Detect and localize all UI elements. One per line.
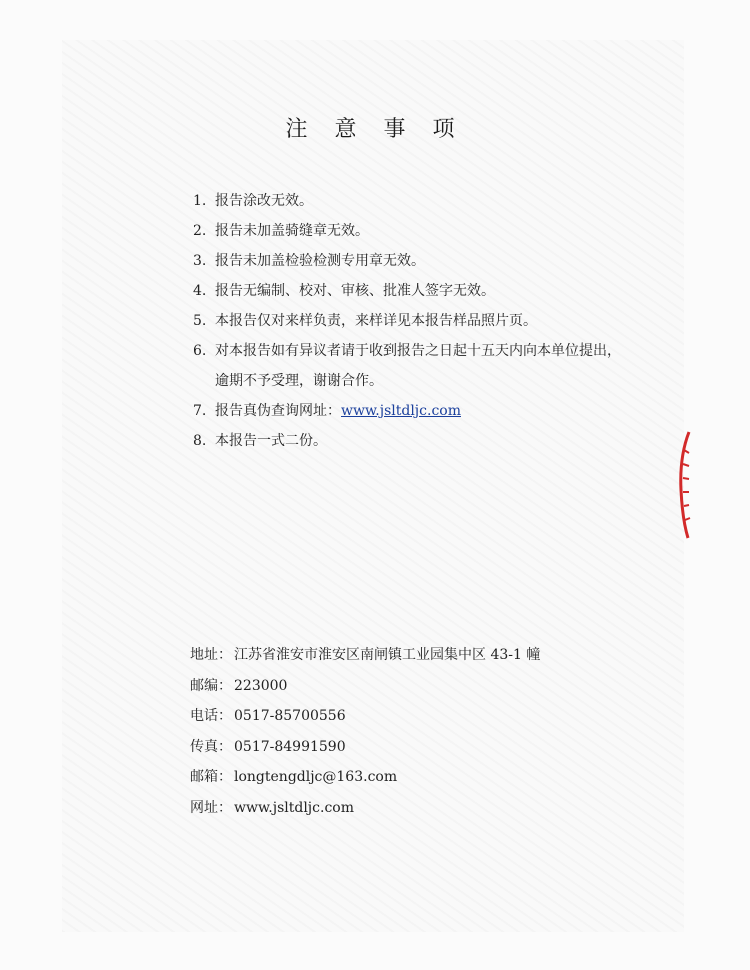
address-row bbox=[190, 640, 540, 671]
note-text: 报告真伪查询网址： bbox=[215, 403, 341, 419]
address-label: 地址： bbox=[190, 647, 232, 663]
note-item bbox=[193, 276, 623, 306]
page-title: 注 意 事 项 bbox=[285, 117, 465, 142]
postcode-value: 223000 bbox=[234, 677, 288, 694]
website-row bbox=[190, 793, 540, 824]
seal-marks bbox=[683, 450, 690, 520]
postcode-label: 邮编： bbox=[190, 677, 232, 694]
phone-value: 0517-85700556 bbox=[234, 708, 346, 724]
note-number: 7. bbox=[193, 403, 207, 419]
postcode-row bbox=[190, 671, 540, 702]
note-item bbox=[193, 396, 623, 426]
note-number: 3. bbox=[193, 253, 207, 269]
note-item bbox=[193, 186, 623, 216]
fax-row bbox=[190, 732, 540, 763]
fax-value: 0517-84991590 bbox=[234, 738, 346, 755]
note-item bbox=[193, 336, 623, 396]
note-text: 本报告一式二份。 bbox=[215, 433, 327, 449]
note-text: 对本报告如有异议者请于收到报告之日起十五天内向本单位提出，逾期不予受理，谢谢合作。 bbox=[215, 343, 621, 389]
note-item bbox=[193, 216, 623, 246]
seam-seal-stamp bbox=[676, 430, 692, 540]
note-item bbox=[193, 246, 623, 276]
note-number: 4. bbox=[193, 283, 207, 299]
address-value: 江苏省淮安市淮安区南闸镇工业园集中区 43-1 幢 bbox=[234, 647, 541, 663]
note-text: 报告未加盖骑缝章无效。 bbox=[215, 223, 369, 239]
note-number: 6. bbox=[193, 343, 207, 359]
note-text: 报告未加盖检验检测专用章无效。 bbox=[215, 253, 425, 269]
email-label: 邮箱： bbox=[190, 769, 232, 785]
note-item bbox=[193, 426, 623, 456]
contact-info bbox=[190, 640, 540, 823]
note-number: 2. bbox=[193, 223, 207, 239]
phone-label: 电话： bbox=[190, 708, 232, 724]
website-label: 网址： bbox=[190, 799, 232, 816]
notes-list bbox=[193, 186, 623, 456]
note-number: 1. bbox=[193, 193, 207, 209]
seal-arc bbox=[681, 432, 689, 538]
note-text-with-link bbox=[215, 396, 623, 426]
verify-website-link[interactable]: www.jsltdljc.com bbox=[341, 403, 461, 419]
phone-row bbox=[190, 701, 540, 732]
note-text: 报告涂改无效。 bbox=[215, 193, 313, 209]
note-number: 5. bbox=[193, 313, 207, 329]
email-row bbox=[190, 762, 540, 793]
note-number: 8. bbox=[193, 433, 207, 449]
note-text: 报告无编制、校对、审核、批准人签字无效。 bbox=[215, 283, 495, 299]
note-text: 本报告仅对来样负责，来样详见本报告样品照片页。 bbox=[215, 313, 537, 329]
website-value[interactable]: www.jsltdljc.com bbox=[234, 799, 354, 816]
note-item bbox=[193, 306, 623, 336]
fax-label: 传真： bbox=[190, 738, 232, 755]
email-value[interactable]: longtengdljc@163.com bbox=[234, 769, 398, 785]
